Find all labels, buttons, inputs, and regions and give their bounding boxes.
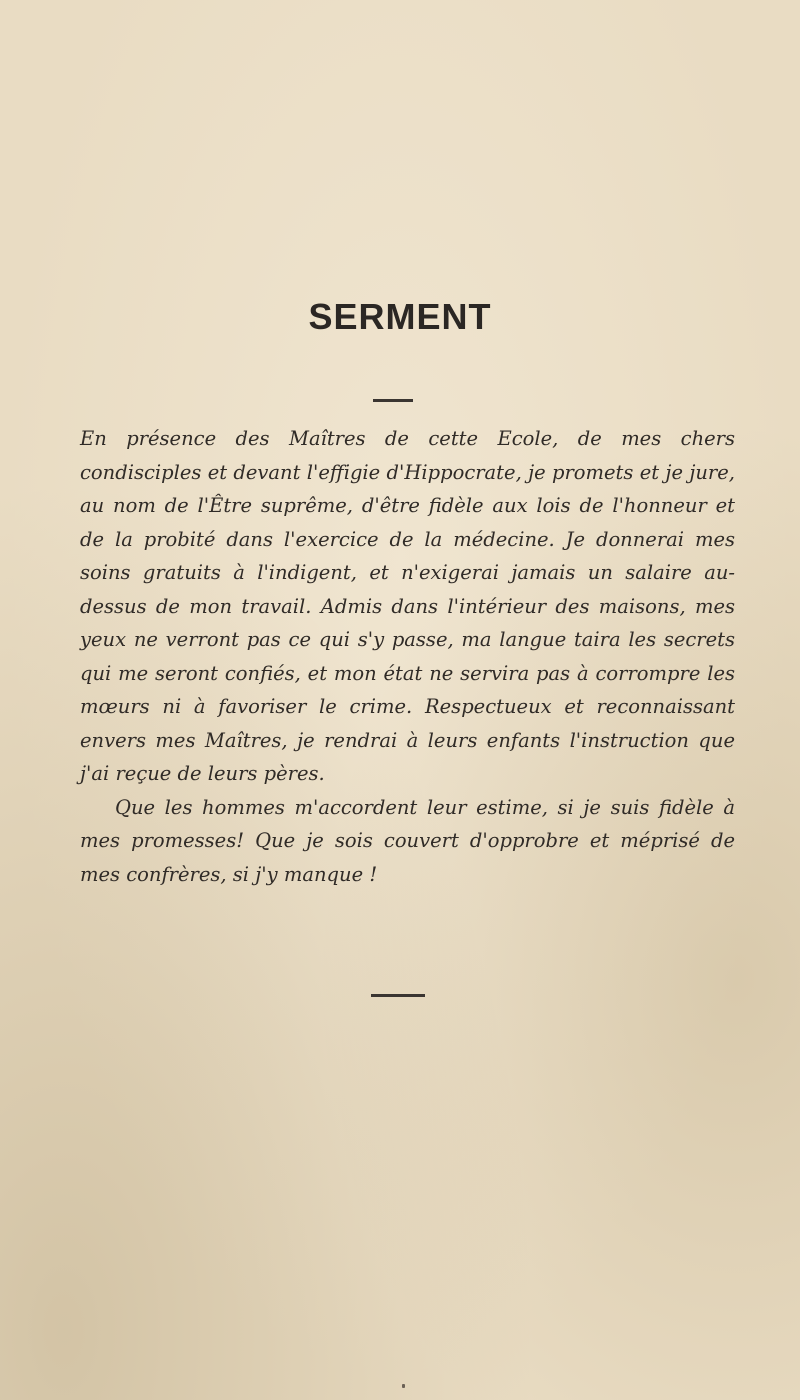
- end-divider: [371, 994, 425, 997]
- paragraph: En présence des Maîtres de cette Ecole, de mes chers condisciples et devant l'effigie d'Hippocrate, je promets et je jure, au nom de l'Être suprême, d'être fidèle aux lois de l'honneur et de la probité dans l'exercice de la médecine. Je donnerai mes soins gratuits à l'indigent, et n'exigerai jamais un salaire au-dessus de mon travail. Admis dans l'intérieur des maisons, mes yeux ne verront pas ce qui s'y passe, ma langue taira les secrets qui me seront confiés, et mon état ne servira pas à corrompre les mœurs ni à favoriser le crime. Respectueux et reconnaissant envers mes Maîtres, je rendrai à leurs enfants l'instruction que j'ai reçue de leurs pères.: [80, 427, 735, 785]
- paragraph: Que les hommes m'accordent leur estime, si je suis fidèle à mes promesses! Que je sois couvert d'opprobre et méprisé de mes confrères, si j'y manque !: [80, 795, 735, 886]
- oath-text: [80, 422, 735, 891]
- title-divider: [373, 399, 413, 402]
- paper-speck: [402, 1384, 405, 1388]
- document-title: SERMENT: [308, 296, 492, 337]
